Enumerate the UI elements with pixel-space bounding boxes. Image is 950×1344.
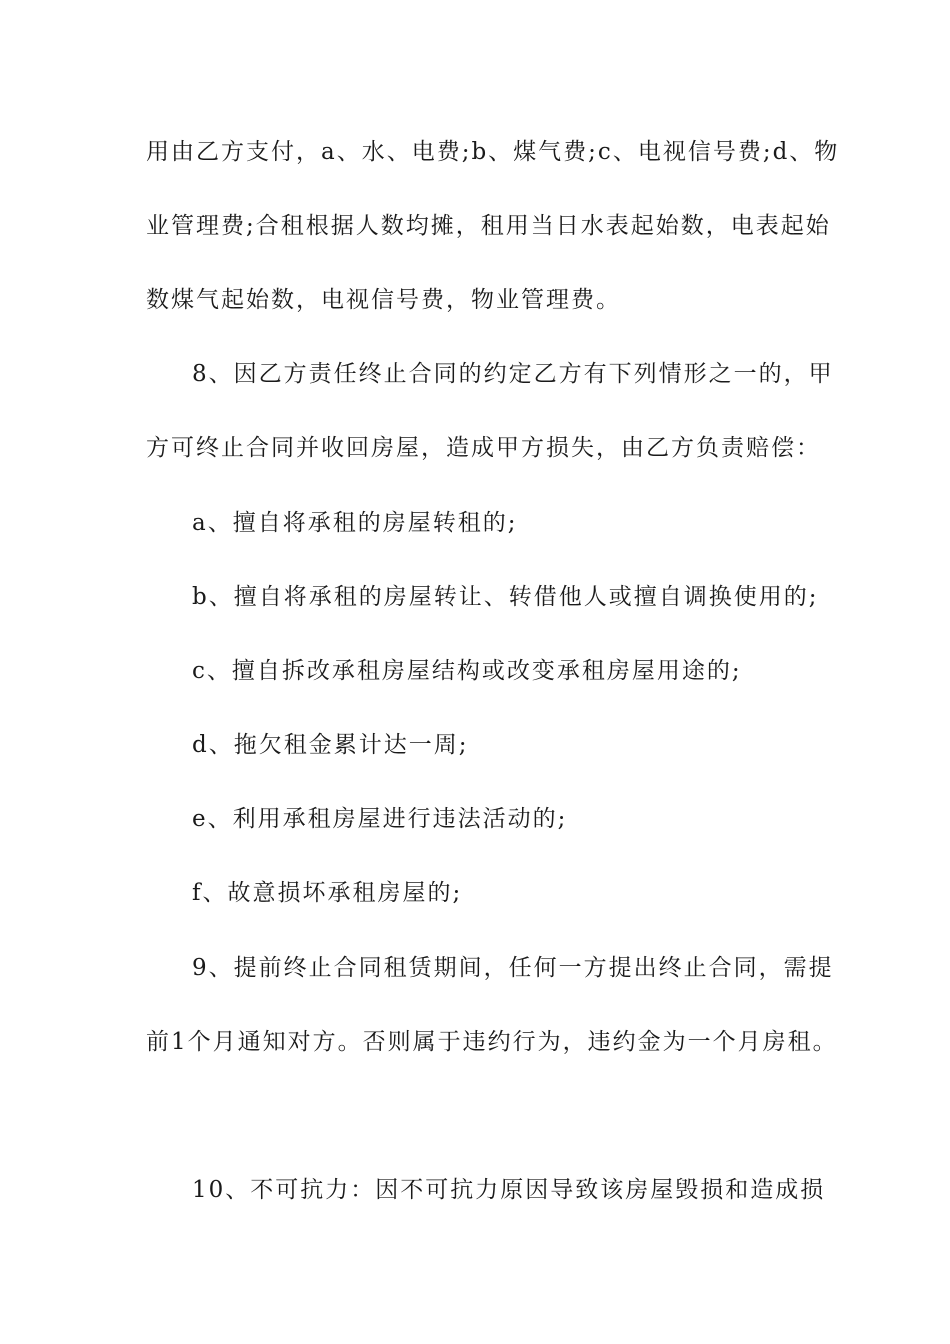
clause-8-heading: 8、因乙方责任终止合同的约定乙方有下列情形之一的，甲 [192,361,834,387]
text-line: 前1个月通知对方。否则属于违约行为，违约金为一个月房租。 [146,1029,838,1055]
text-line: 数煤气起始数，电视信号费，物业管理费。 [146,287,621,313]
text-line: 方可终止合同并收回房屋，造成甲方损失，由乙方负责赔偿： [146,435,821,461]
text-line: 用由乙方支付，a、水、电费;b、煤气费;c、电视信号费;d、物 [146,139,840,165]
list-item: d、拖欠租金累计达一周; [192,732,469,758]
list-item: e、利用承租房屋进行违法活动的; [192,806,568,832]
text-line: 业管理费;合租根据人数均摊，租用当日水表起始数，电表起始 [146,213,831,239]
clause-10-heading: 10、不可抗力：因不可抗力原因导致该房屋毁损和造成损 [192,1177,826,1203]
list-item: a、擅自将承租的房屋转租的; [192,510,518,536]
clause-9-heading: 9、提前终止合同租赁期间，任何一方提出终止合同，需提 [192,955,834,981]
list-item: c、擅自拆改承租房屋结构或改变承租房屋用途的; [192,658,742,684]
list-item: b、擅自将承租的房屋转让、转借他人或擅自调换使用的; [192,584,819,610]
list-item: f、故意损坏承租房屋的; [192,880,463,906]
